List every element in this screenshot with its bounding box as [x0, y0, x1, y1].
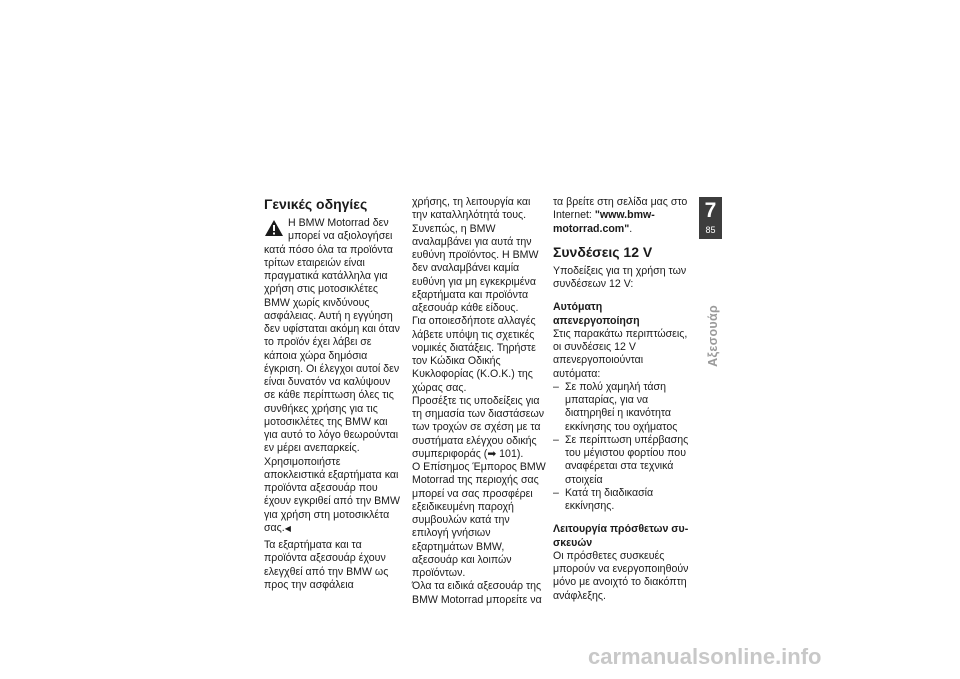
paragraph-text: .	[629, 222, 633, 235]
paragraph: Ο Επίσημος Έμπορος BMW Motorrad της περιοχής σας μπορεί να σας προσφέρει εξειδικευμένη παροχή συμβουλών κατά την επιλογή γνήσιων εξαρτημάτων BMW, αξεσουάρ και λοιπών προϊόντων.	[412, 461, 546, 579]
subheading-accessory-operation: Λειτουργία πρόσθετων συσκευών	[553, 523, 689, 549]
paragraph: χρήσης, τη λειτουργία και την καταλληλότητά τους. Συνεπώς, η BMW αναλαμβάνει για αυτά την ευθύνη προϊόντος. Η BMW δεν αναλαμβάνει καμία ευθύνη για μη εγκεκριμένα εξαρτήματα και προϊόντα αξεσουάρ κάθε είδους.	[412, 196, 539, 314]
paragraph: Οι πρόσθετες συσκευές μπορούν να ενεργοποιηθούν μόνο με ανοιχτό το διακόπτη ανάφλεξης.	[553, 549, 689, 602]
page-number: 85	[705, 225, 716, 235]
paragraph: Στις παρακάτω περιπτώσεις, οι συνδέσεις 12 V απενεργοποιούνται αυτόματα:	[553, 327, 688, 380]
paragraph: Τα εξαρτήματα και τα προϊόντα αξεσουάρ έχουν ελεγχθεί από την BMW ως προς την ασφάλεια	[264, 539, 389, 591]
column-1	[264, 196, 404, 592]
column-3	[553, 196, 689, 603]
paragraph: Υποδείξεις για τη χρήση των συνδέσεων 12 V:	[553, 264, 687, 290]
paragraph: Όλα τα ειδικά αξεσουάρ της BMW Motorrad μπορείτε να	[412, 580, 542, 606]
section-title-general: Γενικές οδηγίες	[264, 196, 368, 212]
chapter-number: 7	[704, 199, 717, 222]
warning-paragraph: Η BMW Motorrad δεν μπορεί να αξιολογήσει κατά πόσο όλα τα προϊόντα τρίτων εταιρειών είναι πραγματικά κατάλληλα για χρήση στις μοτοσικλέτες BMW χωρίς κινδύνους ασφάλειας. Αυτή η εγγύηση δεν υφίσταται ακόμη και όταν το προϊόν έχει λάβει σε κάποια χώρα δημόσια έγκριση. Οι έλεγχοι αυτοί δεν είναι δυνατόν να καλύψουν σε κάθε περίπτωση όλες τις συνθήκες χρήσης για τις μοτοσικλέτες της BMW και για αυτό το λόγο θεωρούνται εν μέρει ανεπαρκείς.	[264, 217, 400, 455]
paragraph: Για οποιεσδήποτε αλλαγές λάβετε υπόψη τις σχετικές νομικές διατάξεις. Τηρήστε τον Κώδικα Οδικής Κυκλοφορίας (Κ.Ο.Κ.) της χώρας σας.	[412, 315, 536, 394]
paragraph	[264, 456, 404, 536]
section-title-12v: Συνδέσεις 12 V	[553, 243, 653, 260]
website-link[interactable]: "www.bmw-motorrad.com"	[553, 209, 655, 235]
subheading-auto-off: Αυτόματη απενεργοποίηση	[553, 301, 640, 327]
paragraph-text: τα βρείτε στη σελίδα μας στο Internet:	[553, 196, 688, 222]
paragraph: Προσέξτε τις υποδείξεις για τη σημασία των διαστάσεων των τροχών σε σχέση με τα συστήματα ελέγχου οδικής συμπεριφοράς (➡ 101).	[412, 394, 545, 460]
dash-list	[553, 381, 689, 514]
warning-icon	[264, 219, 284, 237]
column-2	[412, 196, 547, 607]
list-item: – Σε περίπτωση υπέρβασης του μέγιστου φορτίου που αναφέρεται στα τεχνικά στοιχεία	[553, 434, 689, 487]
watermark: carmanualsonline.info	[588, 644, 822, 669]
paragraph	[553, 196, 689, 236]
paragraph-text: Χρησιμοποιήστε αποκλειστικά εξαρτήματα και προϊόντα αξεσουάρ που έχουν εγκριθεί από την BMW για χρήση στη μοτοσικλέτα σας.	[264, 455, 401, 534]
list-item: – Κατά τη διαδικασία εκκίνησης.	[553, 487, 689, 514]
chapter-side-label: Αξεσουάρ	[706, 305, 720, 367]
end-mark-icon: ◀	[284, 523, 291, 533]
list-item: – Σε πολύ χαμηλή τάση μπαταρίας, για να διατηρηθεί η ικανότητα εκκίνησης του οχήματος	[553, 381, 689, 434]
